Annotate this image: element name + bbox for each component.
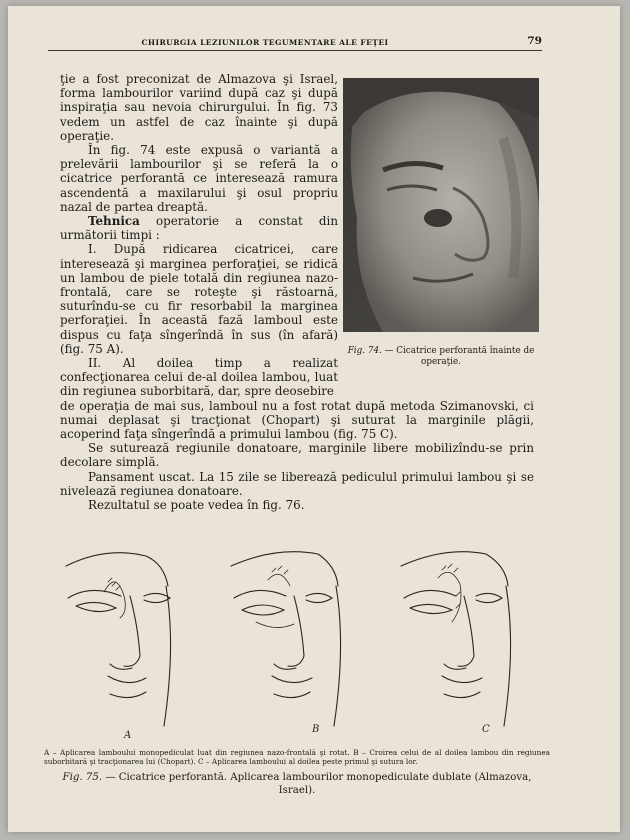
paragraph-2: În fig. 74 este expusă o variantă a prelevării lambourilor şi se referă la o cicatrice perforantă ce interesează ramura ascendentă a maxilarului şi osul propriu nazal de partea dreaptă. <box>60 143 338 214</box>
panel-label-a: A <box>124 730 132 741</box>
paragraph-3 <box>60 214 338 242</box>
patient-face-photo <box>343 78 539 332</box>
paragraph-3-text: operatorie a constat din următorii timpi : <box>60 214 338 243</box>
sketch-panel-a <box>66 553 171 726</box>
figure-74-photo <box>343 78 539 332</box>
figure-75-drawing <box>46 526 546 744</box>
surgical-sketch-panels <box>46 526 546 744</box>
paragraph-4: I. După ridicarea cicatricei, care interesează şi marginea perforaţiei, se ridică un lambou de piele totală din regiunea nazo-frontală, care se roteşte şi răstoarnă, suturîndu-se cu fir resorbabil la marginea perforaţiei. În această fază lamboul este dispus cu faţa sîngerîndă în sus (în afară) (fig. 75 A). <box>60 242 338 356</box>
figure-74-caption <box>343 346 539 368</box>
paragraph-6: Se suturează regiunile donatoare, marginile libere mobilizîndu-se prin decolare simplă. <box>60 441 534 470</box>
paragraph-5-start: II. Al doilea timp a realizat confecţionarea celui de-al doilea lambou, luat din regiunea suborbitară, dar, spre deosebire <box>60 356 338 399</box>
page-header <box>48 32 542 51</box>
running-title: CHIRURGIA LEZIUNILOR TEGUMENTARE ALE FEŢEI <box>141 38 389 47</box>
paragraph-8: Rezultatul se poate vedea în fig. 76. <box>88 498 305 513</box>
figure-75-label: Fig. 75. <box>62 772 103 783</box>
page-number: 79 <box>527 35 542 47</box>
paragraph-5-end: de operaţia de mai sus, lamboul nu a fost rotat după metoda Szimanovski, ci numai deplasat şi tracţionat (Chopart) şi suturat la marginile plăgii, acoperind faţa sîngerîndă a primului lambou (fig. 75 C). <box>60 398 534 442</box>
figure-75-caption-text: — Cicatrice perforantă. Aplicarea lambourilor monopediculate dublate (Almazova, Israel). <box>102 772 532 796</box>
figure-74-label: Fig. 74. <box>347 346 382 356</box>
figure-75-caption <box>44 772 550 797</box>
figure-74-caption-text: — Cicatrice perforantă înainte de operaţie. <box>381 346 535 367</box>
sketch-panel-c <box>401 552 511 726</box>
panel-label-b: B <box>312 724 320 735</box>
paragraph-1: ţie a fost preconizat de Almazova şi Israel, forma lambourilor variind după caz şi după inspiraţia sau nevoia chirurgului. În fig. 73 vedem un astfel de caz înainte şi după operaţie. <box>60 72 338 143</box>
paragraph-7: Pansament uscat. La 15 zile se liberează pediculul primului lambou şi se nivelează regiunea donatoare. <box>60 469 534 498</box>
figure-75-legend: A – Aplicarea lamboului monopediculat luat din regiunea nazo-frontală şi rotat. B – Croirea celui de al doilea lambou din regiunea suborbitară şi tracţionarea lui (Chopart). C – Aplicarea lamboului al doilea peste primul şi sutura lor. <box>44 748 550 767</box>
panel-label-c: C <box>482 724 490 735</box>
technique-heading: Tehnica <box>88 214 140 229</box>
book-page <box>8 6 620 832</box>
sketch-panel-b <box>231 552 341 726</box>
